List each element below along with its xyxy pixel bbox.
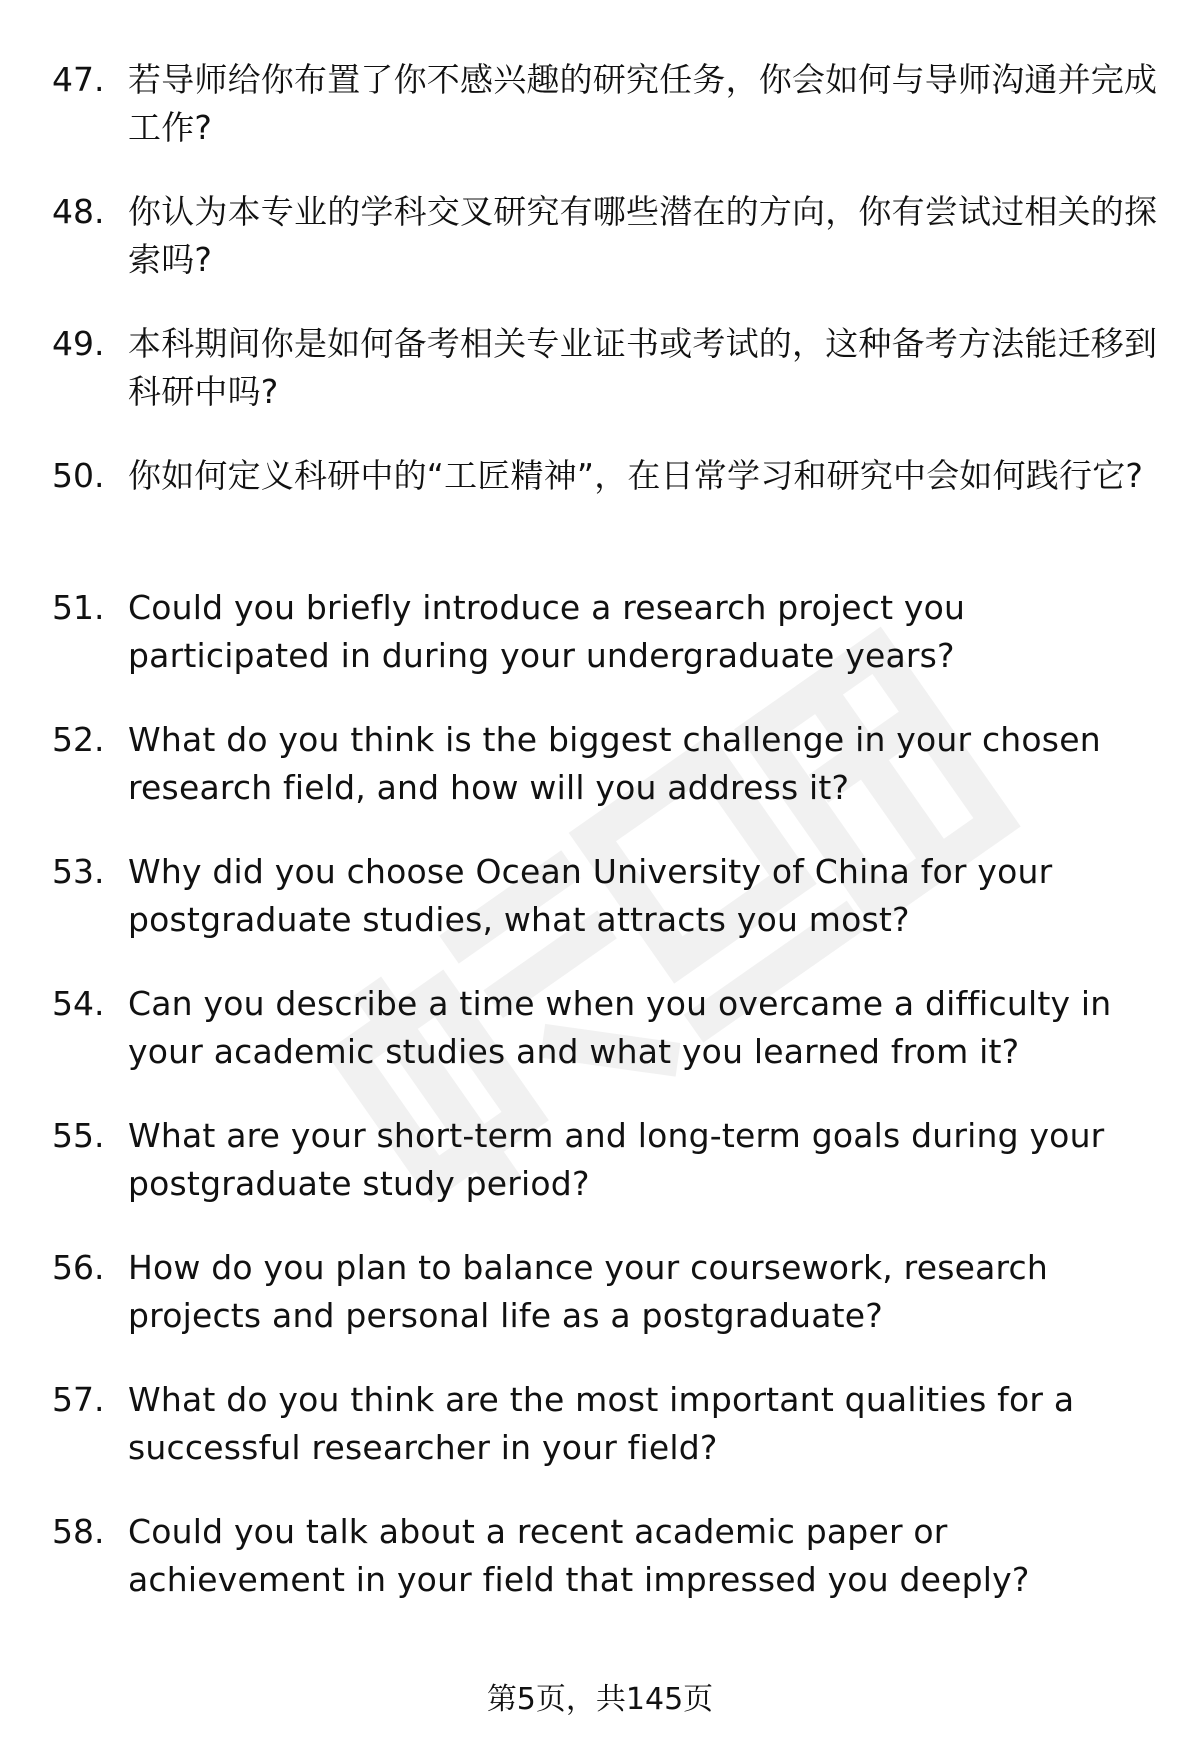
question-number: 58. (52, 1512, 105, 1551)
question-item-49 (52, 320, 1160, 452)
question-number: 51. (52, 588, 105, 627)
page-footer: 第5页，共145页 (486, 1682, 714, 1717)
question-text: How do you plan to balance your coursework, research projects and personal life as a postgraduate? (128, 1248, 1049, 1335)
question-number: 55. (52, 1116, 105, 1155)
question-item-56 (52, 1244, 1160, 1376)
question-number: 53. (52, 852, 105, 891)
question-item-54 (52, 980, 1160, 1112)
question-text: 你认为本专业的学科交叉研究有哪些潜在的方向，你有尝试过相关的探索吗? (128, 192, 1158, 279)
question-item-51 (52, 584, 1160, 716)
question-text: Why did you choose Ocean University of China for your postgraduate studies, what attracts you most? (128, 852, 1053, 939)
question-number: 56. (52, 1248, 105, 1287)
question-item-55 (52, 1112, 1160, 1244)
question-text: Could you talk about a recent academic paper or achievement in your field that impressed you deeply? (128, 1512, 1030, 1599)
question-text: Can you describe a time when you overcame a difficulty in your academic studies and what you learned from it? (128, 984, 1112, 1071)
question-text: 本科期间你是如何备考相关专业证书或考试的，这种备考方法能迁移到科研中吗? (128, 324, 1158, 411)
question-item-47 (52, 56, 1160, 188)
question-list (52, 56, 1160, 1640)
question-text: 你如何定义科研中的“工匠精神”，在日常学习和研究中会如何践行它? (128, 456, 1144, 495)
question-item-57 (52, 1376, 1160, 1508)
question-number: 50. (52, 456, 105, 495)
question-number: 57. (52, 1380, 105, 1419)
question-item-53 (52, 848, 1160, 980)
question-item-50 (52, 452, 1160, 584)
question-number: 47. (52, 60, 105, 99)
question-text: What do you think are the most important qualities for a successful researcher in your field? (128, 1380, 1075, 1467)
question-number: 52. (52, 720, 105, 759)
question-number: 54. (52, 984, 105, 1023)
question-number: 48. (52, 192, 105, 231)
question-item-58 (52, 1508, 1160, 1640)
question-text: Could you briefly introduce a research project you participated in during your undergraduate years? (128, 588, 966, 675)
question-number: 49. (52, 324, 105, 363)
question-text: What do you think is the biggest challenge in your chosen research field, and how will you address it? (128, 720, 1101, 807)
question-item-52 (52, 716, 1160, 848)
question-item-48 (52, 188, 1160, 320)
question-text: 若导师给你布置了你不感兴趣的研究任务，你会如何与导师沟通并完成工作? (128, 60, 1158, 147)
question-text: What are your short-term and long-term goals during your postgraduate study period? (128, 1116, 1105, 1203)
